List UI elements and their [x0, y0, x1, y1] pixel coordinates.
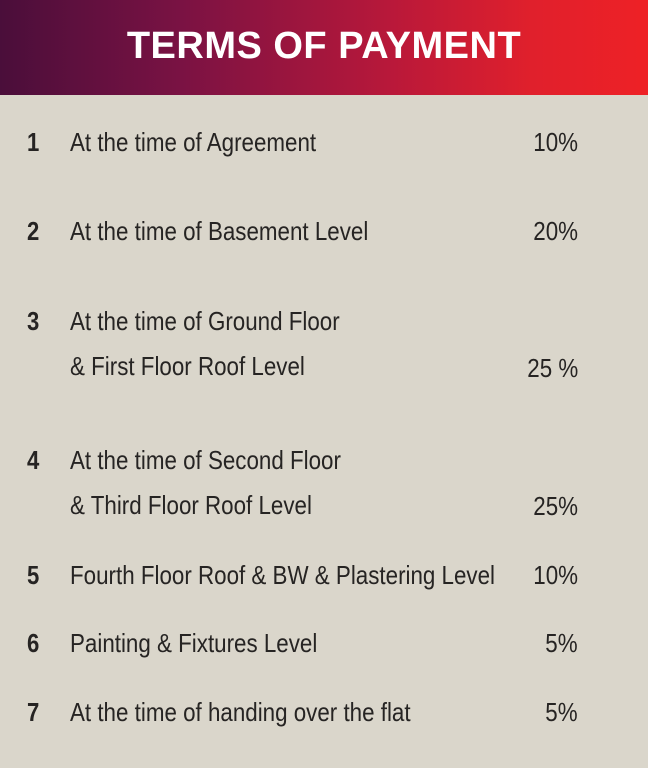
- term-number: 1: [27, 127, 40, 157]
- term-percent: 20%: [533, 216, 578, 246]
- term-number: 4: [27, 445, 40, 475]
- header-banner: [0, 0, 648, 95]
- term-description: Painting & Fixtures Level: [70, 628, 318, 658]
- term-percent: 5%: [545, 628, 578, 658]
- term-percent: 10%: [533, 127, 578, 157]
- term-description-continued: & First Floor Roof Level: [70, 351, 305, 381]
- term-number: 3: [27, 306, 40, 336]
- term-percent: 25 %: [527, 353, 578, 383]
- term-description: Fourth Floor Roof & BW & Plastering Level: [70, 560, 496, 590]
- term-description: At the time of Second Floor: [70, 445, 341, 475]
- term-percent: 25%: [533, 491, 578, 521]
- term-number: 5: [27, 560, 40, 590]
- term-number: 6: [27, 628, 40, 658]
- term-description: At the time of handing over the flat: [70, 697, 411, 727]
- term-description-continued: & Third Floor Roof Level: [70, 490, 312, 520]
- page-title: TERMS OF PAYMENT: [126, 25, 522, 67]
- term-description: At the time of Ground Floor: [70, 306, 340, 336]
- term-number: 2: [27, 216, 40, 246]
- term-percent: 5%: [545, 697, 578, 727]
- term-description: At the time of Agreement: [70, 127, 317, 157]
- term-description: At the time of Basement Level: [70, 216, 369, 246]
- term-percent: 10%: [533, 560, 578, 590]
- term-number: 7: [27, 697, 40, 727]
